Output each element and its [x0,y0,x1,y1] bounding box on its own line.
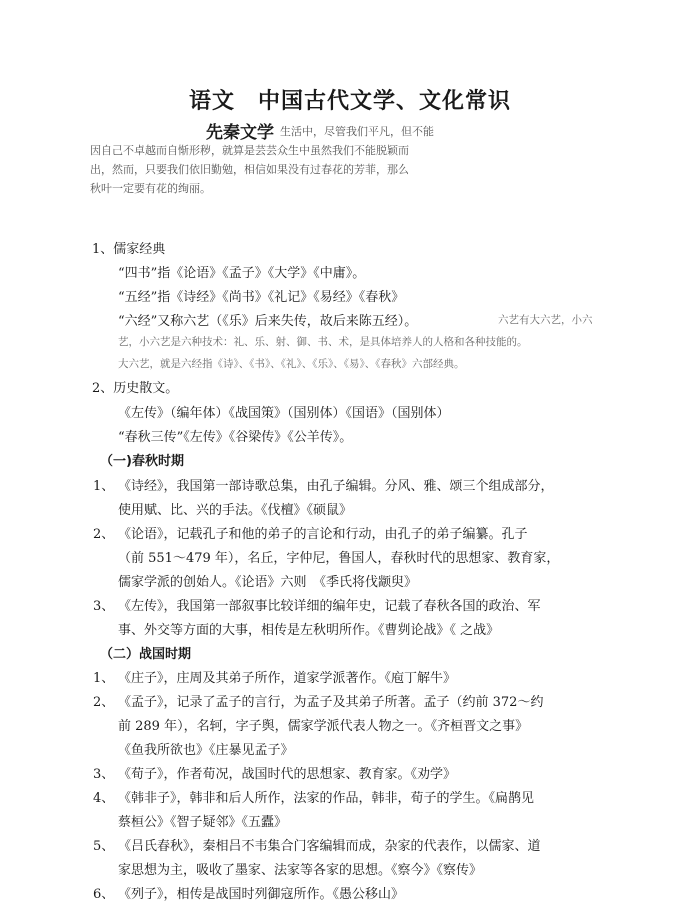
item-number: 5、 [93,839,115,854]
item-number: 4、 [93,791,115,806]
item-line: 《左传》，我国第一部叙事比较详细的编年史，记载了春秋各国的政治、军 [118,599,541,614]
heading-warring-states: （二）战国时期 [100,647,192,662]
item-number: 6、 [93,887,115,902]
six-classics-line: “六经”又称六艺（《乐》后来失传，故后来陈五经）。 [118,314,418,329]
six-arts-note-line-2: 大六艺，就是六经指《诗》、《书》、《礼》、《乐》、《易》、《春秋》六部经典。 [118,358,465,370]
page-title: 语文 中国古代文学、文化常识 [188,89,511,114]
item-number: 2、 [93,695,115,710]
item-line: 《列子》，相传是战国时列御寇所作。《愚公移山》 [118,887,405,902]
subtitle-note: 生活中，尽管我们平凡，但不能 [280,125,434,138]
item-line: 事、外交等方面的大事，相传是左秋明所作。《曹刿论战》《 之战》 [118,623,500,638]
heading-confucian-classics: 1、儒家经典 [92,242,166,257]
item-line: 《吕氏春秋》，秦相吕不韦集合门客编辑而成，杂家的代表作，以儒家、道 [118,839,541,854]
item-line: 《鱼我所欲也》《庄暴见孟子》 [118,743,294,758]
item-line: 家思想为主，吸收了墨家、法家等各家的思想。《察今》《察传》 [118,863,483,878]
item-line: （前 551～479 年），名丘，字仲尼，鲁国人，春秋时代的思想家、教育家， [118,551,560,566]
six-arts-note-tail: 六艺有大六艺，小六 [498,314,593,326]
item-line: 《诗经》，我国第一部诗歌总集，由孔子编辑。分风、雅、颂三个组成部分， [118,479,554,494]
historical-prose-line-2: “春秋三传”《左传》《谷梁传》《公羊传》。 [118,430,353,445]
heading-spring-autumn: （一)春秋时期 [100,454,184,469]
section-subtitle: 先秦文学 [206,123,274,143]
heading-historical-prose: 2、历史散文。 [92,381,179,396]
item-number: 3、 [93,599,115,614]
intro-line-3: 秋叶一定要有花的绚丽。 [90,182,211,195]
historical-prose-line-1: 《左传》（编年体）《战国策》（国别体）《国语》（国别体） [118,406,450,421]
intro-line-1: 因自己不卓越而自惭形秽，就算是芸芸众生中虽然我们不能脱颖而 [90,144,409,157]
item-line: 蔡桓公》《智子疑邻》《五蠹》 [118,815,288,830]
item-number: 3、 [93,767,115,782]
intro-line-2: 出，然而，只要我们依旧勤勉，相信如果没有过春花的芳菲，那么 [90,163,409,176]
item-number: 1、 [93,479,115,494]
item-line: 《荀子》，作者荀况，战国时代的思想家、教育家。《劝学》 [118,767,457,782]
item-line: 《孟子》，记录了孟子的言行，为孟子及其弟子所著。孟子（约前 372～约 [118,695,544,710]
item-line: 《庄子》，庄周及其弟子所作，道家学派著作。《庖丁解牛》 [118,671,457,686]
five-classics-line: “五经”指《诗经》《尚书》《礼记》《易经》《春秋》 [118,290,405,305]
item-line: 儒家学派的创始人。《论语》六则 《季氏将伐颛臾》 [118,575,418,590]
item-line: 使用赋、比、兴的手法。《伐檀》《硕鼠》 [118,503,353,518]
item-line: 《韩非子》，韩非和后人所作，法家的作品，韩非，荀子的学生。《扁鹊见 [118,791,535,806]
item-number: 1、 [93,671,115,686]
six-arts-note-line-1: 艺，小六艺是六种技术：礼、乐、射、御、书、术，是具体培养人的人格和各种技能的。 [118,336,528,348]
four-books-line: “四书”指《论语》《孟子》《大学》《中庸》。 [118,266,366,281]
item-line: 《论语》，记载孔子和他的弟子的言论和行动，由孔子的弟子编纂。孔子 [118,527,528,542]
item-number: 2、 [93,527,115,542]
item-line: 前 289 年），名轲，字子舆，儒家学派代表人物之一。《齐桓晋文之事》 [118,719,529,734]
